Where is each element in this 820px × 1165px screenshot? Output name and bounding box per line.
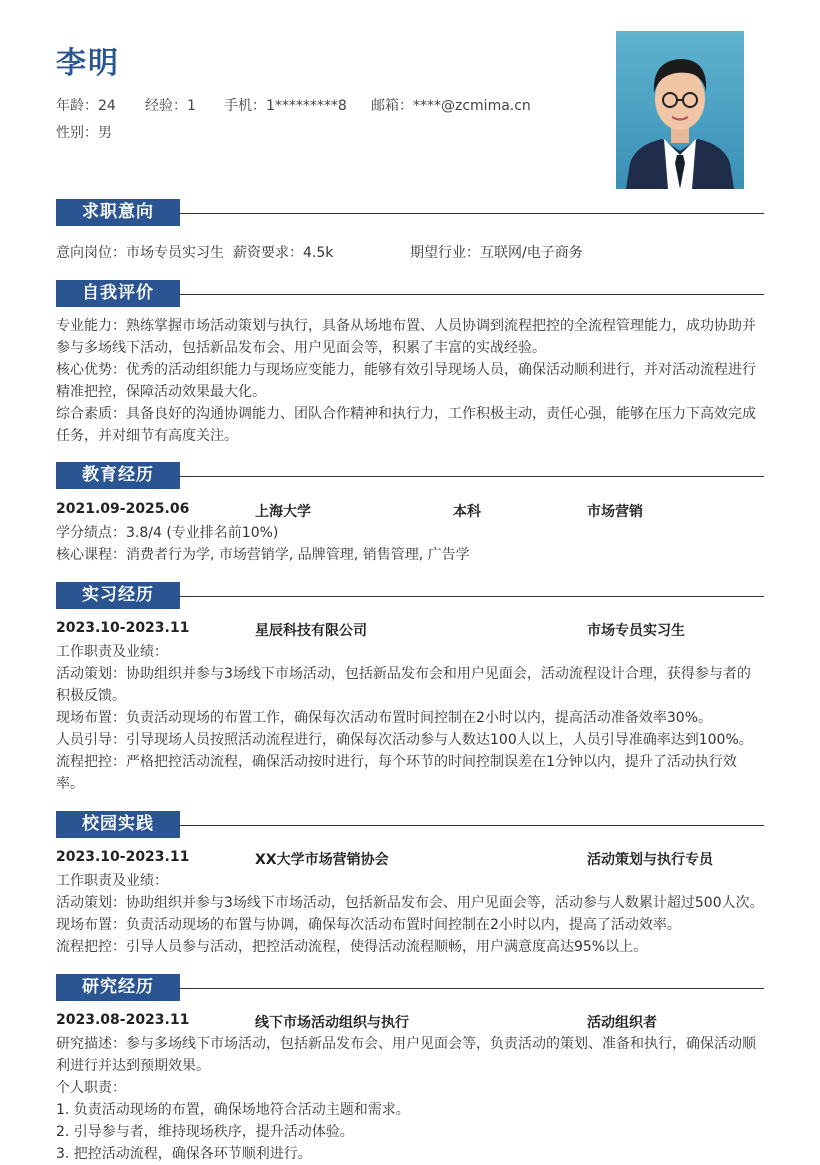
internship-duty-1: 活动策划：协助组织并参与3场线下市场活动，包括新品发布会和用户见面会，活动流程设计合理，获得参与者的积极反馈。 <box>56 666 751 704</box>
intent-position: 意向岗位：市场专员实习生 <box>56 245 224 261</box>
education-courses: 核心课程：消费者行为学, 市场营销学, 品牌管理, 销售管理, 广告学 <box>56 547 470 563</box>
section-campus-header <box>56 811 764 838</box>
gender: 性别：男 <box>56 125 112 141</box>
education-gpa: 学分绩点：3.8/4 (专业排名前10%) <box>56 525 279 541</box>
self-evaluation <box>56 315 764 447</box>
duties-label: 个人职责： <box>56 1080 126 1096</box>
campus-duty-2: 现场布置：负责活动现场的布置与协调，确保每次活动布置时间控制在2小时以内，提高了活动效率。 <box>56 917 681 933</box>
section-title: 校园实践 <box>56 811 180 838</box>
research-date: 2023.08-2023.11 <box>56 1012 190 1028</box>
self-quality: 综合素质：具备良好的沟通协调能力、团队合作精神和执行力，工作积极主动，责任心强，能够在压力下高效完成任务，并对细节有高度关注。 <box>56 406 756 444</box>
campus-duties <box>56 870 764 958</box>
education-school: 上海大学 <box>255 504 311 520</box>
section-title: 实习经历 <box>56 582 180 609</box>
section-self-header <box>56 280 764 307</box>
research-role: 活动组织者 <box>587 1015 657 1031</box>
self-advantage: 核心优势：优秀的活动组织能力与现场应变能力，能够有效引导现场人员，确保活动顺利进行，并对活动流程进行精准把控，保障活动效果最大化。 <box>56 362 756 400</box>
section-research-header <box>56 974 764 1001</box>
research-project: 线下市场活动组织与执行 <box>255 1015 409 1031</box>
research-duty-1: 1. 负责活动现场的布置，确保场地符合活动主题和需求。 <box>56 1102 410 1118</box>
self-skill: 专业能力：熟练掌握市场活动策划与执行，具备从场地布置、人员协调到流程把控的全流程管理能力，成功协助并参与多场线下活动，包括新品发布会、用户见面会等，积累了丰富的实战经验。 <box>56 318 756 356</box>
section-title: 求职意向 <box>56 199 180 226</box>
section-title: 研究经历 <box>56 974 180 1001</box>
section-education-header <box>56 462 764 489</box>
campus-org: XX大学市场营销协会 <box>255 852 389 868</box>
avatar-photo <box>616 31 744 189</box>
research-duty-2: 2. 引导参与者，维持现场秩序，提升活动体验。 <box>56 1124 354 1140</box>
internship-date: 2023.10-2023.11 <box>56 620 190 636</box>
internship-duty-2: 现场布置：负责活动现场的布置工作，确保每次活动布置时间控制在2小时以内，提高活动准备效率30%。 <box>56 710 713 726</box>
section-title: 自我评价 <box>56 280 180 307</box>
campus-duty-1: 活动策划：协助组织并参与3场线下市场活动，包括新品发布会、用户见面会等，活动参与人数累计超过500人次。 <box>56 895 764 911</box>
intent-industry: 期望行业：互联网/电子商务 <box>410 245 583 261</box>
campus-duty-3: 流程把控：引导人员参与活动，把控活动流程，使得活动流程顺畅，用户满意度高达95%以上。 <box>56 939 648 955</box>
phone: 手机：1*********8 <box>224 98 347 114</box>
internship-duties <box>56 641 764 795</box>
section-title: 教育经历 <box>56 462 180 489</box>
education-date: 2021.09-2025.06 <box>56 501 190 517</box>
intent-salary: 薪资要求：4.5k <box>233 245 334 261</box>
internship-company: 星辰科技有限公司 <box>255 623 367 639</box>
campus-date: 2023.10-2023.11 <box>56 849 190 865</box>
duties-label: 工作职责及业绩： <box>56 873 168 889</box>
research-duty-3: 3. 把控活动流程，确保各环节顺利进行。 <box>56 1146 312 1162</box>
experience: 经验：1 <box>145 98 196 114</box>
internship-duty-4: 流程把控：严格把控活动流程，确保活动按时进行，每个环节的时间控制误差在1分钟以内，提升了活动执行效率。 <box>56 754 737 792</box>
education-degree: 本科 <box>453 504 481 520</box>
campus-role: 活动策划与执行专员 <box>587 852 713 868</box>
section-internship-header <box>56 582 764 609</box>
candidate-name: 李明 <box>56 46 120 81</box>
education-major: 市场营销 <box>587 504 643 520</box>
research-details <box>56 1033 764 1165</box>
age: 年龄：24 <box>56 98 116 114</box>
person-portrait-icon <box>616 31 744 189</box>
research-description: 研究描述：参与多场线下市场活动，包括新品发布会、用户见面会等，负责活动的策划、准备和执行，确保活动顺利进行并达到预期效果。 <box>56 1036 756 1074</box>
duties-label: 工作职责及业绩： <box>56 644 168 660</box>
internship-duty-3: 人员引导：引导现场人员按照活动流程进行，确保每次活动参与人数达100人以上，人员引导准确率达到100%。 <box>56 732 753 748</box>
email: 邮箱：****@zcmima.cn <box>371 98 531 114</box>
internship-role: 市场专员实习生 <box>587 623 685 639</box>
section-intent-header <box>56 199 764 226</box>
education-details <box>56 522 764 566</box>
